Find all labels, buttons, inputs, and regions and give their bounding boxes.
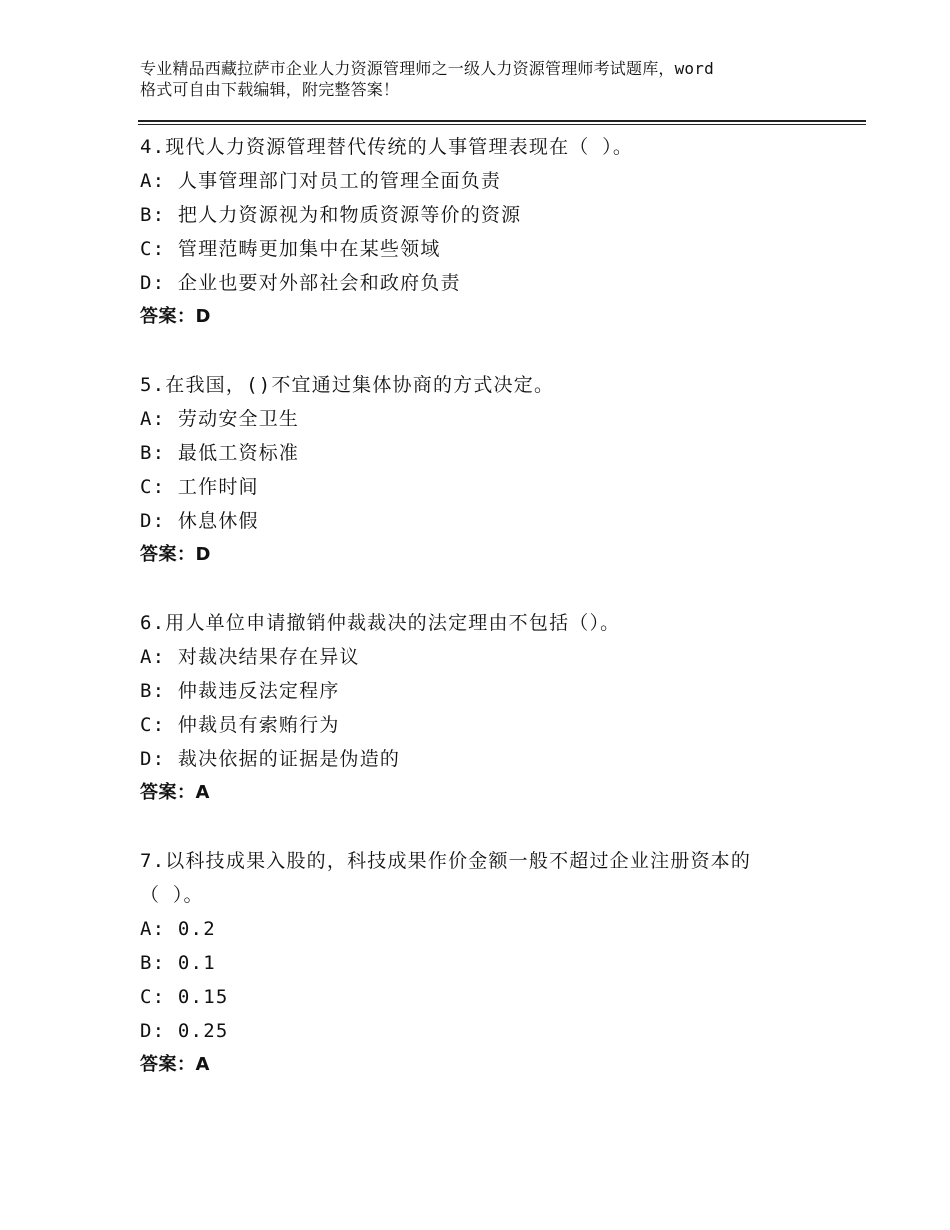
option-b: B: 仲裁违反法定程序 <box>140 680 340 702</box>
question-6 <box>140 606 840 810</box>
option-c: C: 工作时间 <box>140 476 259 498</box>
option-d: D: 休息休假 <box>140 510 259 532</box>
option-c: C: 仲裁员有索贿行为 <box>140 714 340 736</box>
option-a: A: 对裁决结果存在异议 <box>140 646 360 668</box>
header-line-2: 格式可自由下载编辑，附完整答案！ <box>140 80 400 99</box>
option-a: A: 人事管理部门对员工的管理全面负责 <box>140 170 502 192</box>
answer-label: 答案：A <box>140 782 210 803</box>
option-a: A: 劳动安全卫生 <box>140 408 300 430</box>
question-stem-line-1: 7.以科技成果入股的，科技成果作价金额一般不超过企业注册资本的 <box>140 850 752 872</box>
question-stem-line-2: （ ）。 <box>140 884 204 906</box>
option-d: D: 裁决依据的证据是伪造的 <box>140 748 401 770</box>
question-7 <box>140 844 840 1082</box>
question-stem: 4.现代人力资源管理替代传统的人事管理表现在（ ）。 <box>140 136 634 158</box>
option-c: C: 0.15 <box>140 986 229 1008</box>
header-divider <box>138 120 866 125</box>
option-b: B: 0.1 <box>140 952 216 974</box>
header-line-1: 专业精品西藏拉萨市企业人力资源管理师之一级人力资源管理师考试题库，word <box>140 59 714 78</box>
option-c: C: 管理范畴更加集中在某些领域 <box>140 238 441 260</box>
document-header <box>140 58 820 100</box>
question-stem: 6.用人单位申请撤销仲裁裁决的法定理由不包括（）。 <box>140 612 621 634</box>
answer-label: 答案：D <box>140 306 211 327</box>
answer-label: 答案：A <box>140 1054 210 1075</box>
question-stem: 5.在我国，()不宜通过集体协商的方式决定。 <box>140 374 555 396</box>
option-b: B: 把人力资源视为和物质资源等价的资源 <box>140 204 522 226</box>
question-5 <box>140 368 840 572</box>
option-d: D: 0.25 <box>140 1020 229 1042</box>
answer-label: 答案：D <box>140 544 211 565</box>
option-d: D: 企业也要对外部社会和政府负责 <box>140 272 461 294</box>
question-4 <box>140 130 840 334</box>
option-a: A: 0.2 <box>140 918 216 940</box>
question-list <box>140 130 840 1116</box>
option-b: B: 最低工资标准 <box>140 442 300 464</box>
